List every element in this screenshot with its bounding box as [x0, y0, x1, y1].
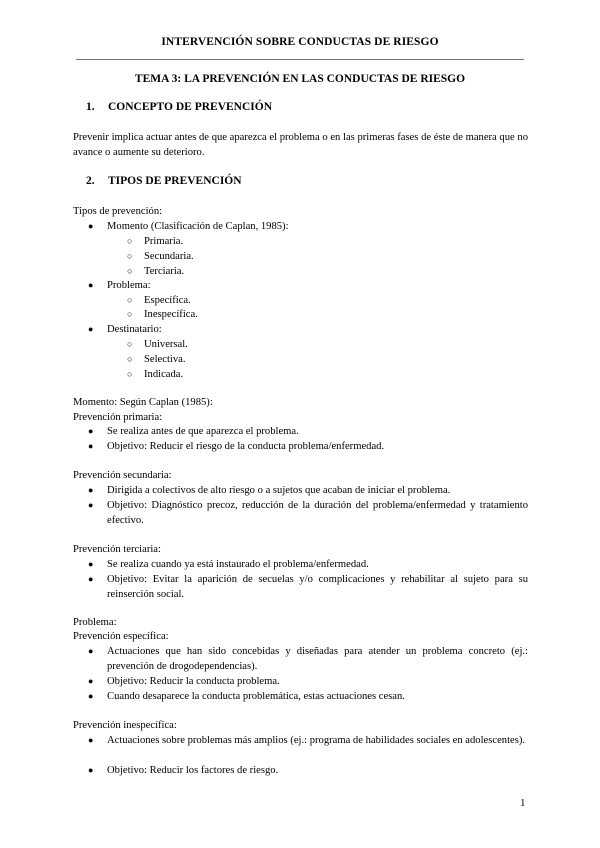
- bullet-text: Cuando desaparece la conducta problemática, estas actuaciones cesan.: [107, 691, 405, 702]
- sub-label: Universal.: [144, 339, 188, 350]
- sub-list-item: [127, 293, 191, 308]
- list-item: [88, 572, 528, 602]
- sub-label: Indicada.: [144, 369, 184, 380]
- type-label: Momento (Clasificación de Caplan, 1985):: [107, 221, 289, 232]
- bullet-icon: ●: [88, 500, 94, 510]
- bullet-icon: ●: [88, 324, 94, 334]
- section-1-number: 1.: [86, 101, 95, 113]
- bullet-text: Actuaciones sobre problemas más amplios (ej.: programa de habilidades sociales en adolescentes).: [107, 735, 526, 746]
- bullet-text: Objetivo: Evitar la aparición de secuelas y/o complicaciones y rehabilitar al sujeto para su reinserción social.: [107, 574, 528, 600]
- list-item: [88, 689, 528, 704]
- sub-list-item: [127, 264, 184, 279]
- circle-bullet-icon: ○: [127, 369, 133, 379]
- topic-title: TEMA 3: LA PREVENCIÓN EN LAS CONDUCTAS DE RIESGO: [134, 73, 466, 85]
- list-item: [88, 278, 528, 293]
- circle-bullet-icon: ○: [127, 266, 133, 276]
- bullet-icon: ●: [88, 221, 94, 231]
- bullet-icon: ●: [88, 559, 94, 569]
- type-label: Destinatario:: [107, 324, 162, 335]
- bullet-icon: ●: [88, 574, 94, 584]
- bullet-text: Objetivo: Reducir el riesgo de la conducta problema/enfermedad.: [107, 441, 385, 452]
- circle-bullet-icon: ○: [127, 309, 133, 319]
- sub-label: Inespecífica.: [144, 309, 198, 320]
- sub-label: Específica.: [144, 295, 191, 306]
- list-item: [88, 644, 528, 674]
- list-item: [88, 439, 528, 454]
- bullet-icon: ●: [88, 280, 94, 290]
- bullet-text: Objetivo: Reducir la conducta problema.: [107, 676, 280, 687]
- header-title: INTERVENCIÓN SOBRE CONDUCTAS DE RIESGO: [161, 36, 439, 48]
- bullet-icon: ●: [88, 485, 94, 495]
- sub-list-item: [127, 367, 183, 382]
- sub-list-item: [127, 307, 198, 322]
- bullet-icon: ●: [88, 765, 94, 775]
- bullet-text: Actuaciones que han sido concebidas y diseñadas para atender un problema concreto (ej.: prevención de drogodependencias).: [107, 646, 528, 672]
- section-2-heading: [86, 175, 242, 187]
- sub-label: Selectiva.: [144, 354, 186, 365]
- bullet-icon: ●: [88, 676, 94, 686]
- sub-list-item: [127, 352, 185, 367]
- bullet-text: Objetivo: Reducir los factores de riesgo.: [107, 765, 279, 776]
- sub-label: Secundaria.: [144, 251, 194, 262]
- bullet-icon: ●: [88, 441, 94, 451]
- circle-bullet-icon: ○: [127, 236, 133, 246]
- types-intro: Tipos de prevención:: [73, 206, 163, 217]
- especifica-title: Prevención específica:: [73, 631, 169, 642]
- section-1-paragraph: Prevenir implica actuar antes de que aparezca el problema o en las primeras fases de éste de manera que no avance o aumente su deterioro.: [73, 132, 528, 158]
- bullet-icon: ●: [88, 426, 94, 436]
- circle-bullet-icon: ○: [127, 251, 133, 261]
- circle-bullet-icon: ○: [127, 354, 133, 364]
- list-item: [88, 498, 528, 528]
- bullet-text: Se realiza cuando ya está instaurado el problema/enfermedad.: [107, 559, 369, 570]
- sub-label: Primaria.: [144, 236, 184, 247]
- bullet-icon: ●: [88, 646, 94, 656]
- inespecifica-title: Prevención inespecífica:: [73, 720, 177, 731]
- list-item: [88, 733, 528, 748]
- secundaria-title: Prevención secundaria:: [73, 470, 172, 481]
- problema-intro: Problema:: [73, 617, 117, 628]
- circle-bullet-icon: ○: [127, 339, 133, 349]
- bullet-text: Objetivo: Diagnóstico precoz, reducción de la duración del problema/enfermedad y tratamiento efectivo.: [107, 500, 528, 526]
- bullet-icon: ●: [88, 691, 94, 701]
- section-2-title: TIPOS DE PREVENCIÓN: [108, 175, 242, 187]
- section-1-title: CONCEPTO DE PREVENCIÓN: [108, 101, 272, 113]
- sub-list-item: [127, 249, 194, 264]
- section-2-number: 2.: [86, 175, 95, 187]
- list-item: [88, 322, 528, 337]
- sub-list-item: [127, 234, 183, 249]
- primaria-title: Prevención primaria:: [73, 412, 163, 423]
- section-1-heading: [86, 101, 272, 113]
- page-number: 1: [520, 797, 526, 809]
- momento-intro: Momento: Según Caplan (1985):: [73, 397, 213, 408]
- list-item: [88, 219, 528, 234]
- list-item: [88, 424, 528, 439]
- sub-list-item: [127, 337, 188, 352]
- bullet-icon: ●: [88, 735, 94, 745]
- circle-bullet-icon: ○: [127, 295, 133, 305]
- sub-label: Terciaria.: [144, 266, 185, 277]
- type-label: Problema:: [107, 280, 151, 291]
- list-item: [88, 483, 528, 498]
- terciaria-title: Prevención terciaria:: [73, 544, 161, 555]
- list-item: [88, 763, 528, 778]
- list-item: [88, 674, 528, 689]
- bullet-text: Dirigida a colectivos de alto riesgo o a sujetos que acaban de iniciar el problema.: [107, 485, 451, 496]
- bullet-text: Se realiza antes de que aparezca el problema.: [107, 426, 299, 437]
- header-divider: [76, 59, 524, 60]
- list-item: [88, 557, 528, 572]
